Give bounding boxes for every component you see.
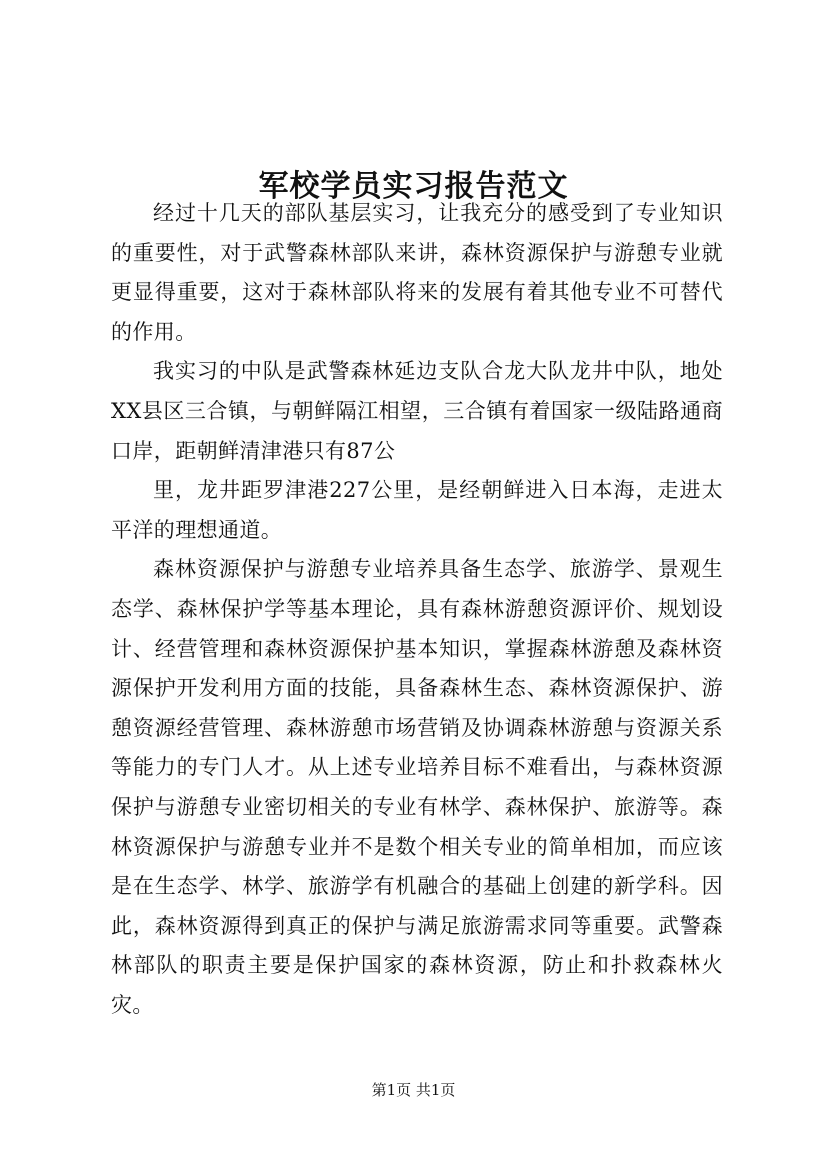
page-footer: 第1页 共1页 bbox=[371, 1081, 456, 1099]
document-title: 军校学员实习报告范文 bbox=[258, 169, 569, 205]
document-body bbox=[111, 194, 723, 1025]
paragraph: 经过十几天的部队基层实习，让我充分的感受到了专业知识的重要性，对于武警森林部队来讲，森林资源保护与游憩专业就更显得重要，这对于森林部队将来的发展有着其他专业不可替代的作用。 bbox=[111, 201, 723, 344]
paragraph: 森林资源保护与游憩专业培养具备生态学、旅游学、景观生态学、森林保护学等基本理论，具有森林游憩资源评价、规划设计、经营管理和森林资源保护基本知识，掌握森林游憩及森林资源保护开发利用方面的技能，具备森林生态、森林资源保护、游憩资源经营管理、森林游憩市场营销及协调森林游憩与资源关系等能力的专门人才。从上述专业培养目标不难看出，与森林资源保护与游憩专业密切相关的专业有林学、森林保护、旅游等。森林资源保护与游憩专业并不是数个相关专业的简单相加，而应该是在生态学、林学、旅游学有机融合的基础上创建的新学科。因此，森林资源得到真正的保护与满足旅游需求同等重要。武警森林部队的职责主要是保护国家的森林资源，防止和扑救森林火灾。 bbox=[111, 557, 723, 1017]
paragraph: 我实习的中队是武警森林延边支队合龙大队龙井中队，地处XX县区三合镇，与朝鲜隔江相望，三合镇有着国家一级陆路通商口岸，距朝鲜清津港只有87公 bbox=[111, 359, 723, 463]
paragraph: 里，龙井距罗津港227公里，是经朝鲜进入日本海，走进太平洋的理想通道。 bbox=[111, 478, 723, 542]
